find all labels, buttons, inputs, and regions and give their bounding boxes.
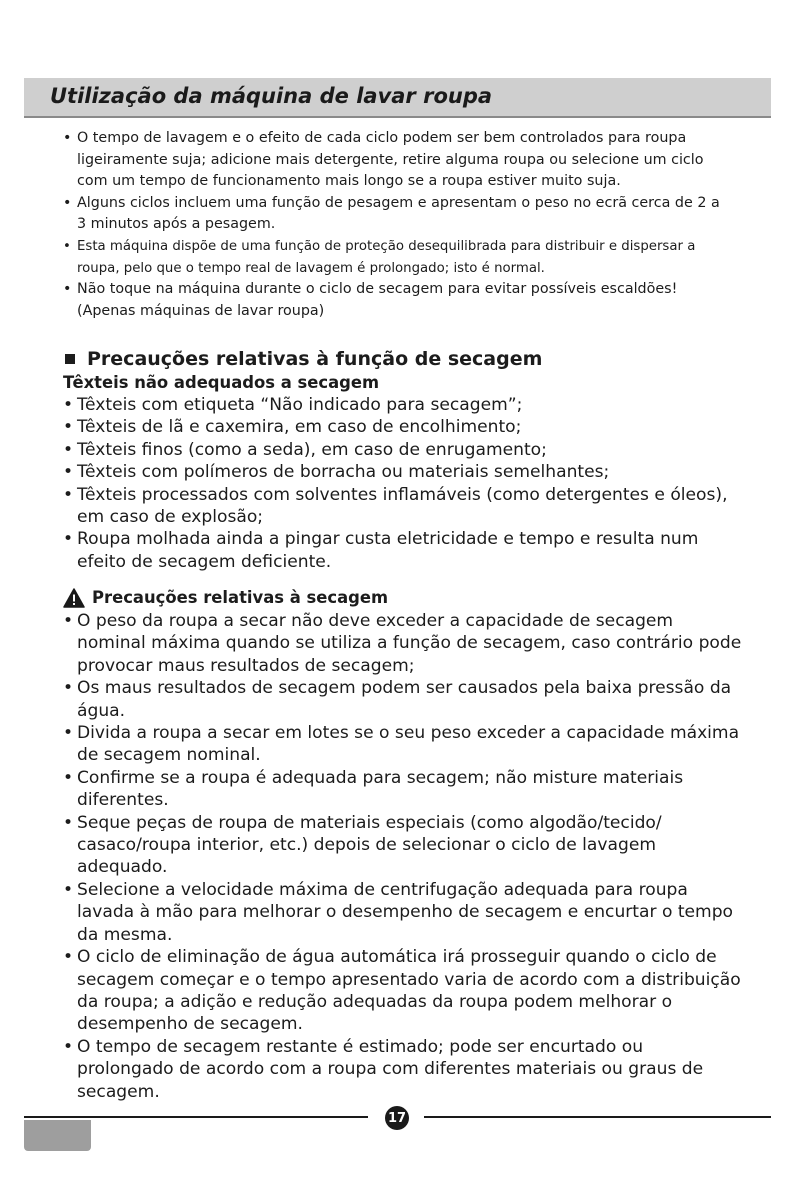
section-heading-text: Precauções relativas à função de secagem xyxy=(87,348,543,370)
list-item: • Roupa molhada ainda a pingar custa eletricidade e tempo e resulta num efeito de secagem deficiente. xyxy=(63,528,743,573)
intro-list xyxy=(63,128,733,322)
page-title: Utilização da máquina de lavar roupa xyxy=(50,84,493,108)
list-item: • Esta máquina dispõe de uma função de proteção desequilibrada para distribuir e dispersar a roupa, pelo que o tempo real de lavagem é prolongado; isto é normal. xyxy=(63,236,733,279)
drying-precautions-list xyxy=(63,610,743,1103)
list-item: • Têxteis de lã e caxemira, em caso de encolhimento; xyxy=(63,416,743,438)
square-bullet-icon xyxy=(65,354,75,364)
footer-divider-right xyxy=(424,1116,771,1118)
list-item: • Seque peças de roupa de materiais especiais (como algodão/tecido/ casaco/roupa interior, etc.) depois de selecionar o ciclo de lavagem adequado. xyxy=(63,812,743,879)
list-item: • Confirme se a roupa é adequada para secagem; não misture materiais diferentes. xyxy=(63,767,743,812)
list-item: • Têxteis processados com solventes inflamáveis (como detergentes e óleos), em caso de explosão; xyxy=(63,484,743,529)
list-item: • Têxteis com etiqueta “Não indicado para secagem”; xyxy=(63,394,743,416)
unsuitable-textiles-list xyxy=(63,394,743,573)
footer-tab xyxy=(24,1120,91,1151)
list-item: • O tempo de secagem restante é estimado; pode ser encurtado ou prolongado de acordo com a roupa com diferentes materiais ou graus de secagem. xyxy=(63,1036,743,1103)
list-item: • Têxteis finos (como a seda), em caso de enrugamento; xyxy=(63,439,743,461)
list-item: • Não toque na máquina durante o ciclo de secagem para evitar possíveis escaldões! (Apenas máquinas de lavar roupa) xyxy=(63,279,733,322)
list-item: • Selecione a velocidade máxima de centrifugação adequada para roupa lavada à mão para melhorar o desempenho de secagem e encurtar o tempo da mesma. xyxy=(63,879,743,946)
warning-icon xyxy=(63,588,85,608)
header-bar xyxy=(24,78,771,118)
drying-function-precautions xyxy=(63,346,743,573)
list-item: • Os maus resultados de secagem podem ser causados pela baixa pressão da água. xyxy=(63,677,743,722)
subheading: Têxteis não adequados a secagem xyxy=(63,373,380,392)
list-item: • Alguns ciclos incluem uma função de pesagem e apresentam o peso no ecrã cerca de 2 a 3 minutos após a pesagem. xyxy=(63,193,733,236)
list-item: • O tempo de lavagem e o efeito de cada ciclo podem ser bem controlados para roupa ligeiramente suja; adicione mais detergente, retire alguma roupa ou selecione um ciclo com um tempo de funcionamento mais longo se a roupa estiver muito suja. xyxy=(63,128,733,193)
list-item: • O ciclo de eliminação de água automática irá prosseguir quando o ciclo de secagem começar e o tempo apresentado varia de acordo com a distribuição da roupa; a adição e redução adequadas da roupa podem melhorar o desempenho de secagem. xyxy=(63,946,743,1036)
warning-heading-text: Precauções relativas à secagem xyxy=(92,588,389,607)
section-heading xyxy=(63,346,743,372)
list-item: • Divida a roupa a secar em lotes se o seu peso exceder a capacidade máxima de secagem nominal. xyxy=(63,722,743,767)
footer-divider-left xyxy=(24,1116,368,1118)
drying-precautions xyxy=(63,586,743,1103)
list-item: • Têxteis com polímeros de borracha ou materiais semelhantes; xyxy=(63,461,743,483)
warning-heading xyxy=(63,586,743,610)
page-number: 17 xyxy=(385,1106,409,1130)
list-item: • O peso da roupa a secar não deve exceder a capacidade de secagem nominal máxima quando se utiliza a função de secagem, caso contrário pode provocar maus resultados de secagem; xyxy=(63,610,743,677)
